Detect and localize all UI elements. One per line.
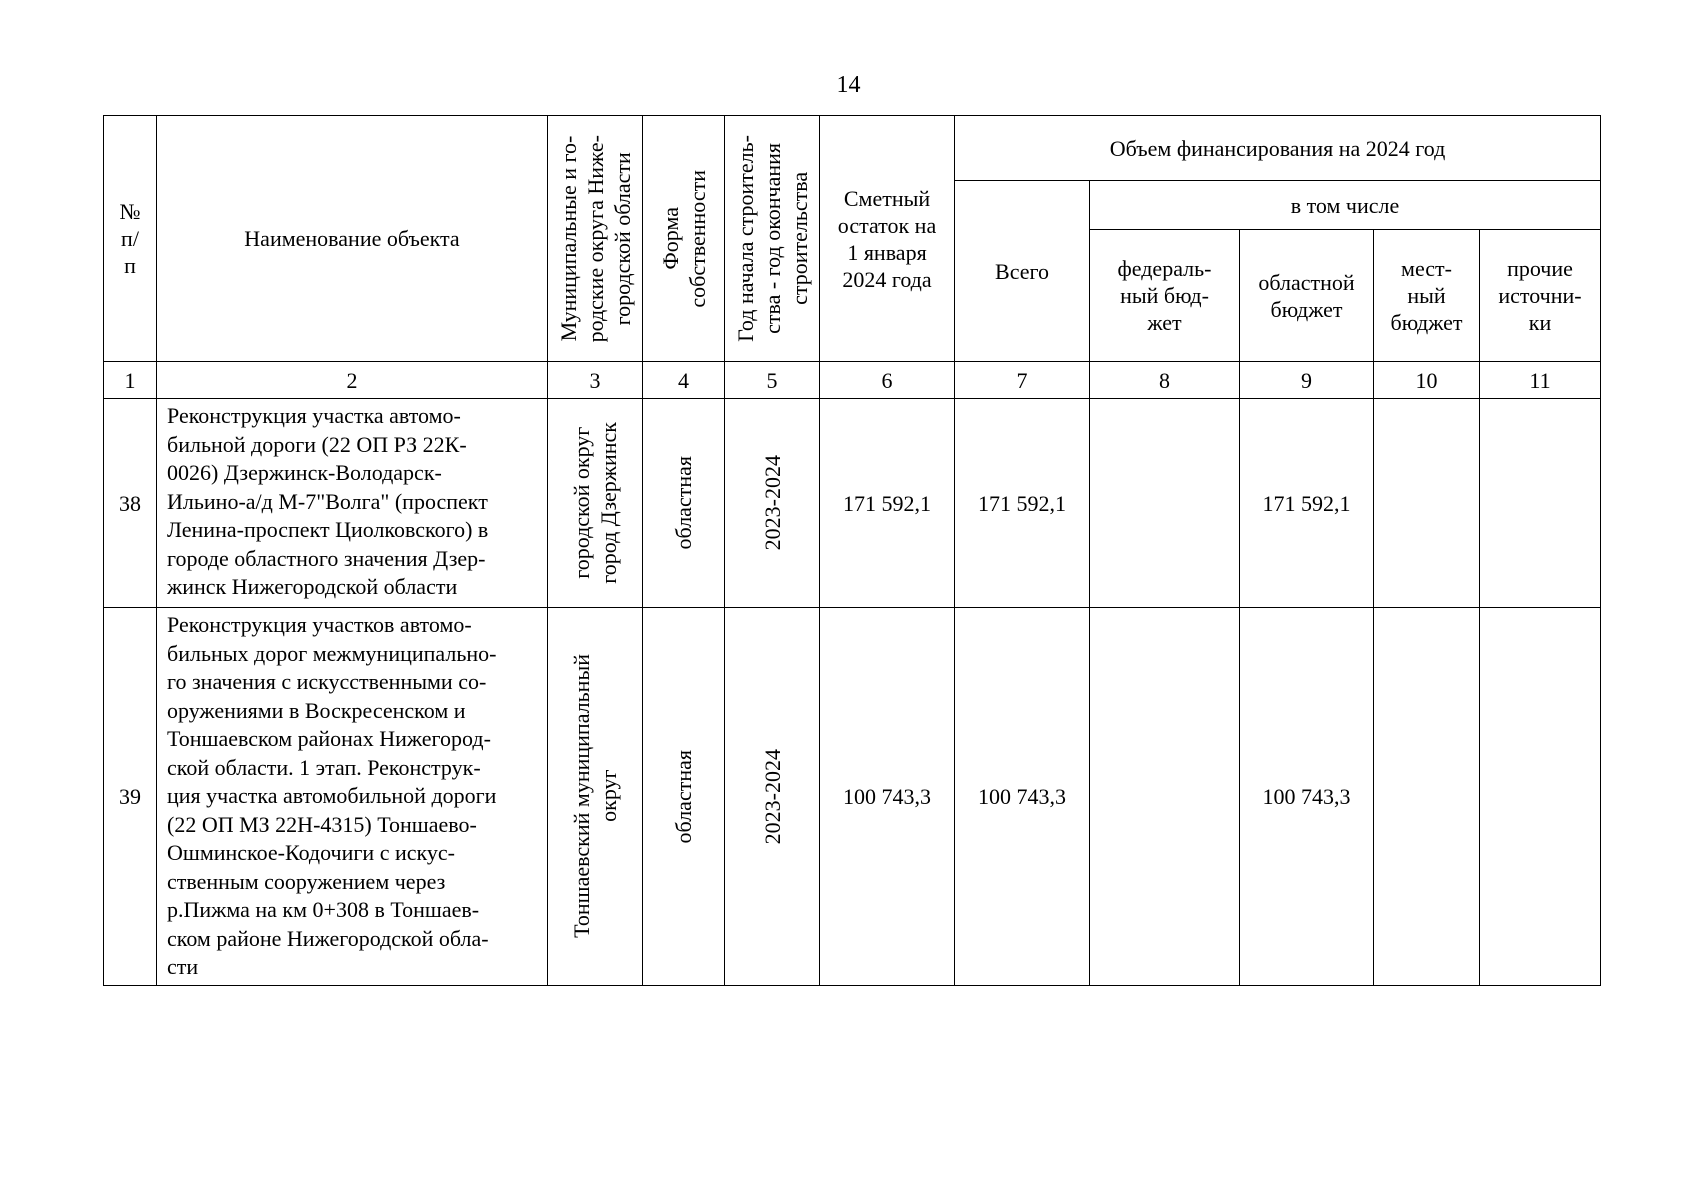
federal-value <box>1090 608 1240 986</box>
table-row <box>104 399 1601 608</box>
regional-value: 100 743,3 <box>1240 608 1374 986</box>
federal-value <box>1090 399 1240 608</box>
local-value <box>1374 608 1480 986</box>
table-row <box>104 608 1601 986</box>
column-number: 2 <box>157 362 548 399</box>
remainder-value: 171 592,1 <box>820 399 955 608</box>
row-number: 38 <box>104 399 157 608</box>
header-total: Всего <box>955 181 1090 362</box>
header-municipality-text: Муниципальные и го- родские округа Ниже- городской области <box>555 134 635 343</box>
row-number: 39 <box>104 608 157 986</box>
header-object-name: Наименование объекта <box>157 116 548 362</box>
header-including: в том числе <box>1090 181 1601 230</box>
header-years <box>725 116 820 362</box>
years-text: 2023-2024 <box>759 455 785 551</box>
column-number: 3 <box>548 362 643 399</box>
column-number: 8 <box>1090 362 1240 399</box>
header-years-text: Год начала строитель- ства - год окончания строительства <box>732 135 812 342</box>
other-value <box>1480 399 1601 608</box>
header-local: мест- ный бюджет <box>1374 230 1480 362</box>
header-num: № п/ п <box>104 116 157 362</box>
municipality-text: городской округ город Дзержинск <box>569 422 621 584</box>
other-value <box>1480 608 1601 986</box>
header-regional: областной бюджет <box>1240 230 1374 362</box>
column-number: 11 <box>1480 362 1601 399</box>
total-value: 100 743,3 <box>955 608 1090 986</box>
total-value: 171 592,1 <box>955 399 1090 608</box>
header-federal: федераль- ный бюд- жет <box>1090 230 1240 362</box>
years <box>725 399 820 608</box>
object-name: Реконструкция участка автомо- бильной дороги (22 ОП РЗ 22К- 0026) Дзержинск-Володарск- Ильино-а/д М-7"Волга" (проспект Ленина-проспект Циолковского) в городе областного значения Дзер- жинск Нижегородской области <box>157 399 548 608</box>
municipality-text: Тоншаевский муниципальный округ <box>569 654 621 939</box>
column-number: 5 <box>725 362 820 399</box>
header-ownership <box>643 116 725 362</box>
column-number: 7 <box>955 362 1090 399</box>
header-municipality <box>548 116 643 362</box>
municipality <box>548 608 643 986</box>
years <box>725 608 820 986</box>
header-ownership-text: Форма собственности <box>657 169 710 308</box>
column-number-row <box>104 362 1601 399</box>
column-number: 9 <box>1240 362 1374 399</box>
header-other: прочие источни- ки <box>1480 230 1601 362</box>
ownership-text: областная <box>671 456 696 550</box>
financing-table <box>103 115 1601 986</box>
header-financing-group: Объем финансирования на 2024 год <box>955 116 1601 181</box>
ownership-text: областная <box>671 749 696 843</box>
local-value <box>1374 399 1480 608</box>
column-number: 6 <box>820 362 955 399</box>
ownership <box>643 399 725 608</box>
regional-value: 171 592,1 <box>1240 399 1374 608</box>
years-text: 2023-2024 <box>759 748 785 844</box>
column-number: 1 <box>104 362 157 399</box>
column-number: 4 <box>643 362 725 399</box>
remainder-value: 100 743,3 <box>820 608 955 986</box>
object-name: Реконструкция участков автомо- бильных дорог межмуниципально- го значения с искусственными со- оружениями в Воскресенском и Тоншаевском районах Нижегород- ской области. 1 этап. Реконструк- ция участка автомобильной дороги (22 ОП МЗ 22Н-4315) Тоншаево- Ошминское-Кодочиги с искус- ственным сооружением через р.Пижма на км 0+308 в Тоншаев- ском районе Нижегородской обла- сти <box>157 608 548 986</box>
municipality <box>548 399 643 608</box>
page-number: 14 <box>836 72 861 98</box>
ownership <box>643 608 725 986</box>
header-remainder: Сметный остаток на 1 января 2024 года <box>820 116 955 362</box>
column-number: 10 <box>1374 362 1480 399</box>
